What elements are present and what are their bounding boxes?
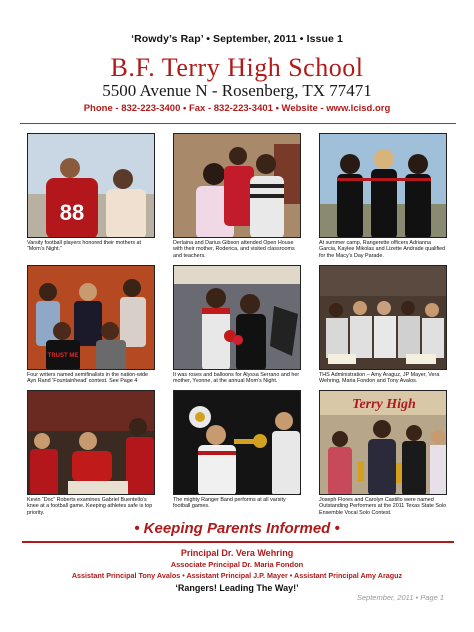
school-address: 5500 Avenue N - Rosenberg, TX 77471 — [102, 81, 372, 100]
photo-band — [173, 390, 301, 495]
photo-caption: Joseph Flores and Carolyn Castillo were named Outstanding Performers at the 2011 Texas State Solo Ensemble Vocal Solo Contest. — [319, 497, 447, 516]
photo-caption: Varsity football players honored their mothers at “Mom’s Night.” — [27, 240, 142, 253]
photo-administration — [319, 265, 447, 370]
assistant-principals-line: Assistant Principal Tony Avalos • Assistant Principal J.P. Mayer • Assistant Principal Amy Araguz — [71, 571, 403, 580]
photo-caption: At summer camp, Rangerette officers Adrianna Garcia, Kaylee Mikolas and Lizette Andrade qualified for the Macy’s Day Parade. — [319, 240, 446, 259]
issue-line: ‘Rowdy’s Rap’ • September, 2011 • Issue 1 — [131, 33, 343, 45]
photo-roses-balloons — [173, 265, 301, 370]
principal-line: Principal Dr. Vera Wehring — [180, 548, 294, 558]
photo-writers — [27, 265, 155, 370]
associate-principal-line: Associate Principal Dr. Maria Fondon — [170, 560, 304, 569]
photo-trainer — [27, 390, 155, 495]
photo-performers — [319, 390, 447, 495]
banner-divider — [22, 541, 454, 543]
contact-line: Phone - 832-223-3400 • Fax - 832-223-3401 • Website - www.lcisd.org — [83, 103, 391, 114]
page-footer: September, 2011 • Page 1 — [356, 593, 444, 602]
photo-football-moms — [27, 133, 155, 238]
photo-caption: THS Administration – Amy Araguz, JP Mayer, Vera Wehring, Maria Fondon and Tony Avalos. — [319, 372, 440, 385]
photo-open-house — [173, 133, 301, 238]
photo-caption: Kevin “Doc” Roberts examines Gabriel Buentello’s knee at a football game. Keeping athletes safe is top priority. — [27, 497, 153, 516]
school-motto: ‘Rangers! Leading The Way!’ — [175, 583, 299, 593]
photo-rangerettes — [319, 133, 447, 238]
shirt-text: TRUST ME — [47, 353, 79, 359]
photo-caption: It was roses and balloons for Alyssa Serrano and her mother, Yvonne, at the annual Mom’s Night. — [173, 372, 300, 385]
banner-keeping-parents-informed: • Keeping Parents Informed • — [134, 520, 340, 537]
photo-caption: Derlaina and Darius Gibson attended Open House with their mother, Roderica, and visited classrooms and teachers. — [173, 240, 295, 259]
header-divider — [20, 123, 456, 124]
jersey-number: 88 — [59, 200, 85, 225]
school-name: B.F. Terry High School — [110, 53, 364, 82]
photo-caption: The mighty Ranger Band performs at all varsity football games. — [173, 497, 286, 510]
wall-text: Terry High — [352, 397, 416, 412]
photo-caption: Four writers named semifinalists in the nation-wide Ayn Rand ‘Fountainhead’ contest. See Page 4 — [27, 372, 149, 385]
